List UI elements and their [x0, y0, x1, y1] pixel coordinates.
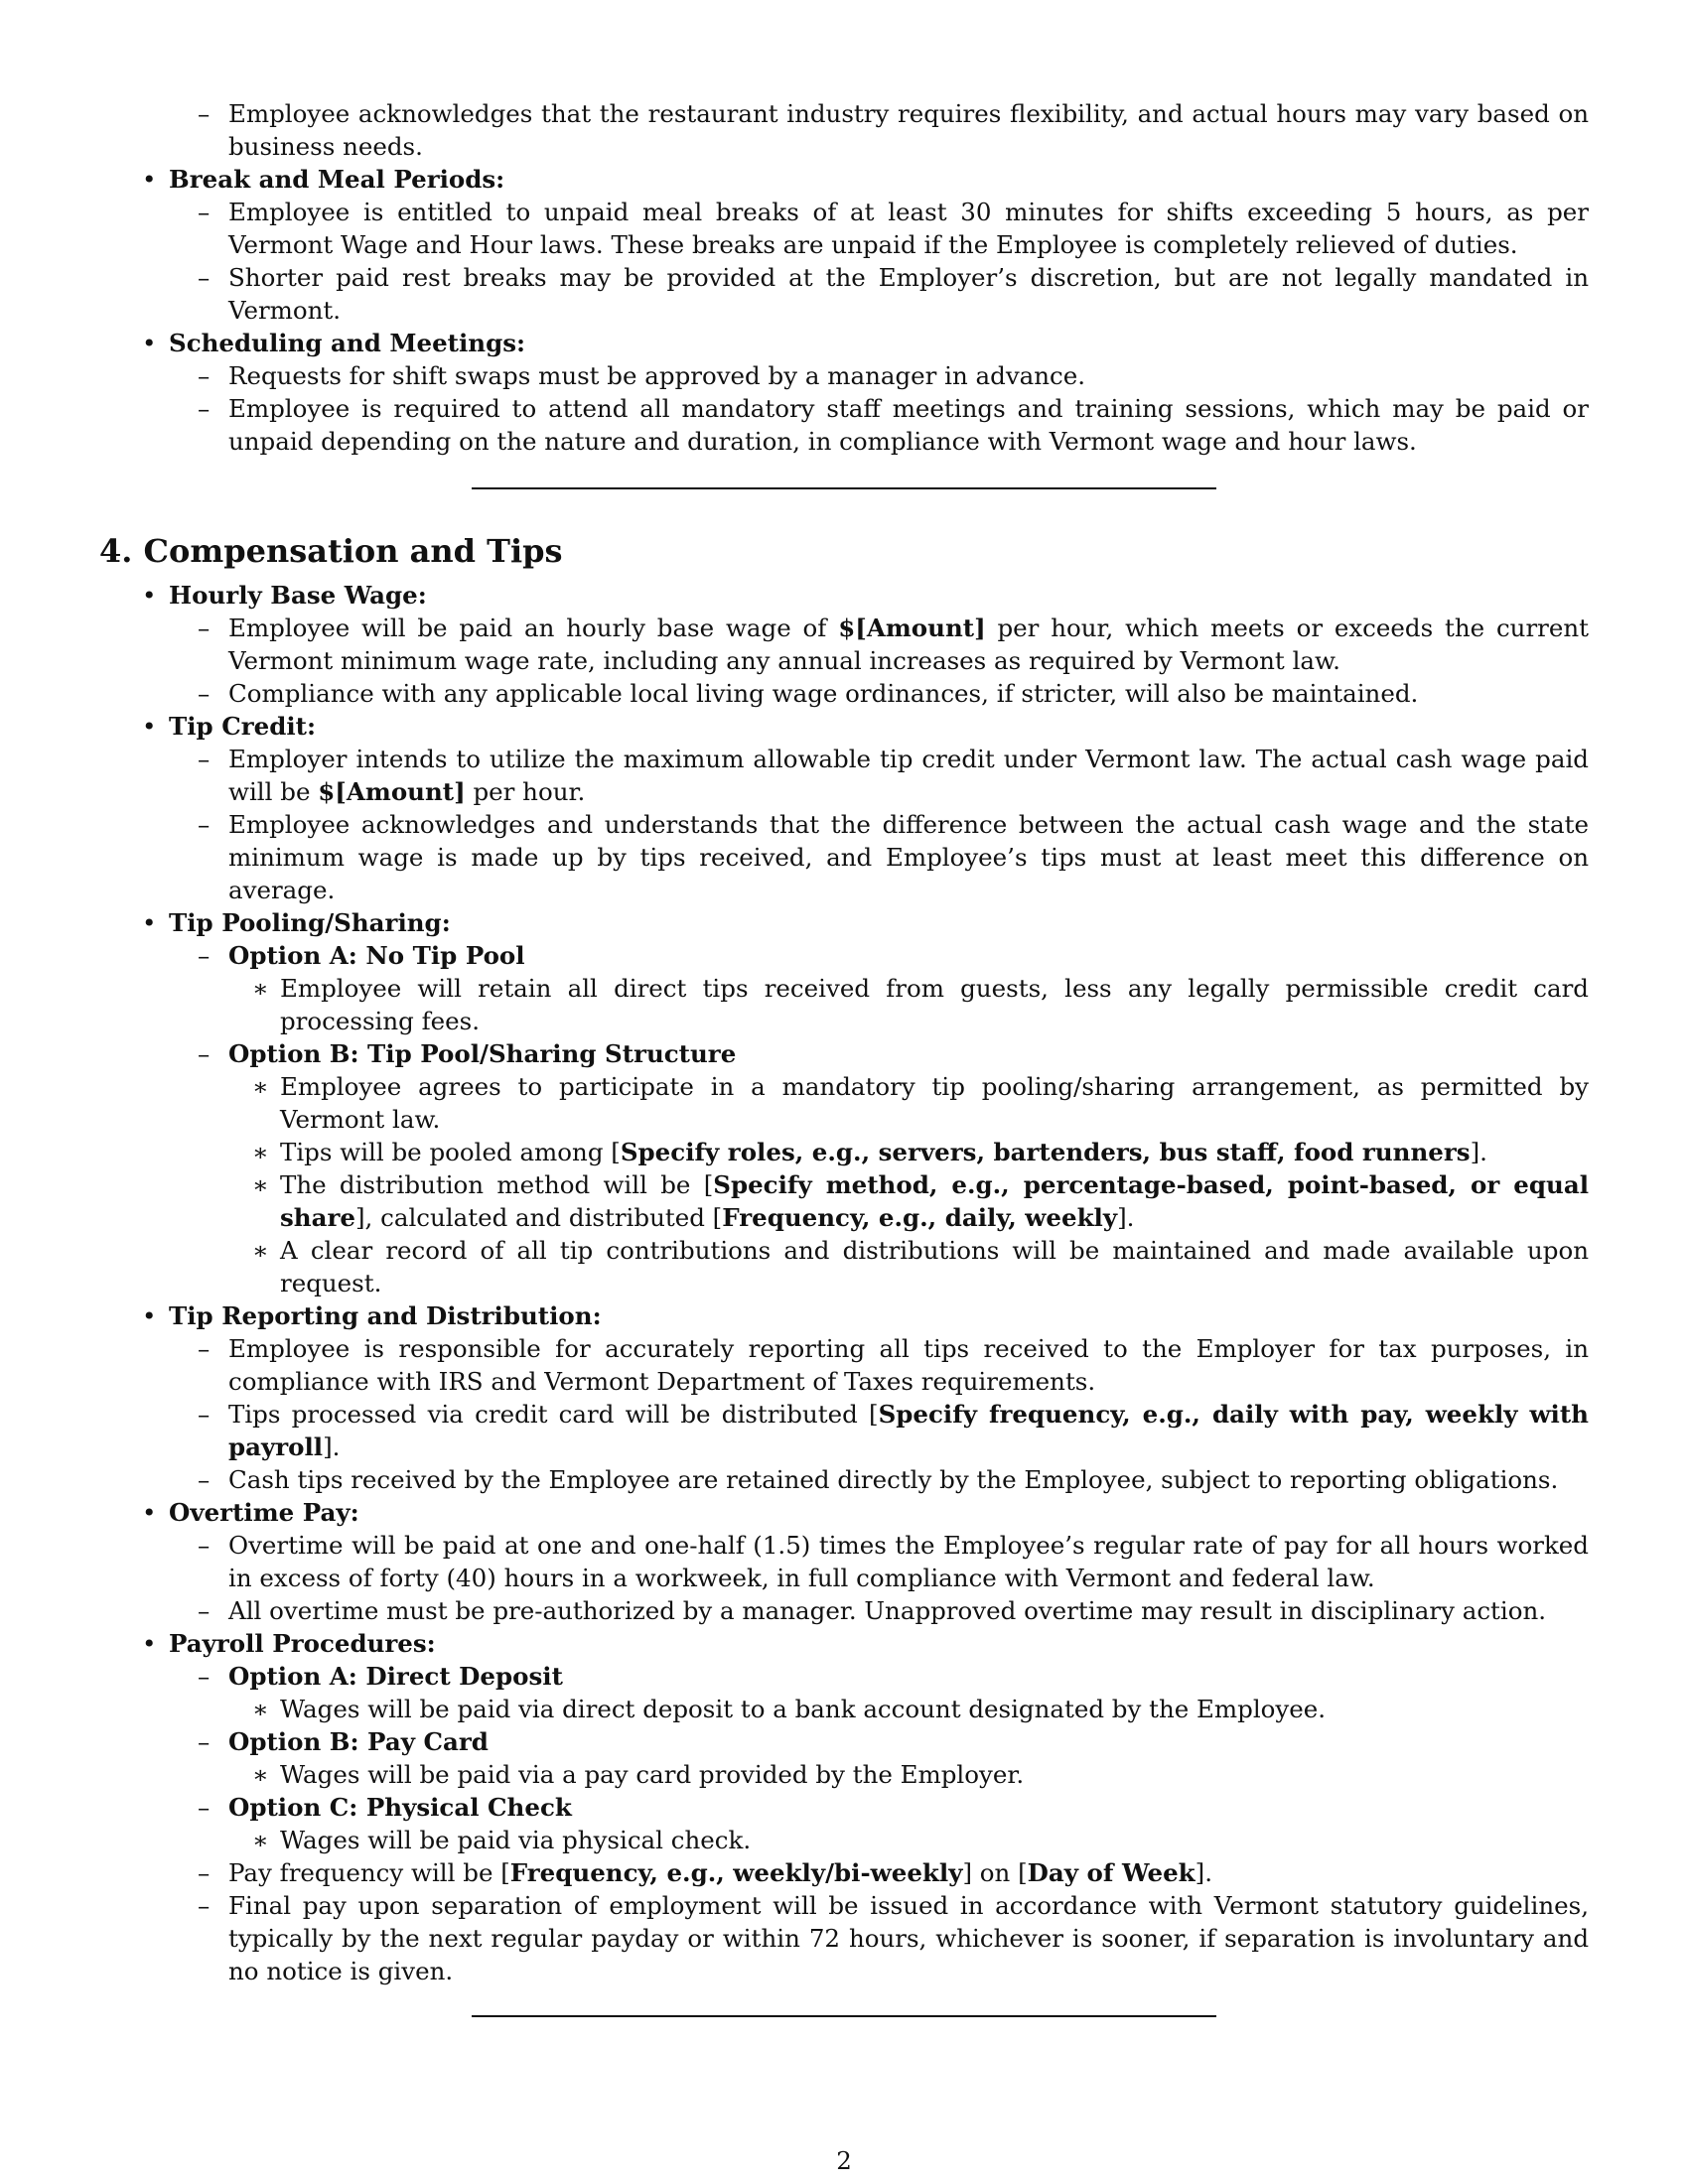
list-item: – Tips processed via credit card will be distributed [Specify frequency, e.g., daily with pay, weekly with payroll].: [198, 1400, 1589, 1461]
sub-list-item: ∗ Wages will be paid via direct deposit to a bank account designated by the Employee.: [252, 1695, 1327, 1723]
sub-list-item: ∗ A clear record of all tip contributions and distributions will be maintained and made available upon request.: [252, 1236, 1589, 1297]
section-item-tip-pooling: • Tip Pooling/Sharing:: [142, 908, 451, 937]
section-divider: [472, 487, 1216, 489]
list-item: – Shorter paid rest breaks may be provided at the Employer’s discretion, but are not legally mandated in Vermont.: [198, 263, 1589, 325]
list-item: – Pay frequency will be [Frequency, e.g., weekly/bi-weekly] on [Day of Week].: [198, 1858, 1212, 1887]
placeholder-frequency: Frequency, e.g., daily, weekly: [722, 1203, 1118, 1232]
item-title: Tip Pooling/Sharing:: [169, 908, 451, 937]
item-title: Tip Reporting and Distribution:: [169, 1301, 602, 1330]
sub-list-item: ∗ Employee agrees to participate in a mandatory tip pooling/sharing arrangement, as permitted by Vermont law.: [252, 1072, 1589, 1134]
list-item: – Requests for shift swaps must be approved by a manager in advance.: [198, 361, 1086, 390]
list-item: – Employee is responsible for accurately reporting all tips received to the Employer for tax purposes, in compliance with IRS and Vermont Department of Taxes requirements.: [198, 1334, 1589, 1396]
sub-list-item: ∗ Tips will be pooled among [Specify roles, e.g., servers, bartenders, bus staff, food runners].: [252, 1138, 1487, 1166]
list-item: – Employee is required to attend all mandatory staff meetings and training sessions, which may be paid or unpaid depending on the nature and duration, in compliance with Vermont wage and hour laws.: [198, 394, 1589, 456]
item-title: Payroll Procedures:: [169, 1629, 436, 1658]
option-title: – Option A: No Tip Pool: [198, 941, 525, 970]
sub-list-item: ∗ Employee will retain all direct tips received from guests, less any legally permissible credit card processing fees.: [252, 974, 1589, 1035]
section-item-base-wage: • Hourly Base Wage:: [142, 581, 427, 610]
placeholder-amount: $[Amount]: [838, 614, 986, 642]
document-page: [99, 97, 1589, 2017]
section-item-tip-credit: • Tip Credit:: [142, 712, 316, 741]
placeholder-method: Specify method, e.g., percentage-based, point-based, or equal share: [280, 1170, 1589, 1232]
item-title: Overtime Pay:: [169, 1498, 359, 1527]
sub-list-item: ∗ Wages will be paid via physical check.: [252, 1826, 752, 1854]
item-title: Tip Credit:: [169, 712, 316, 741]
item-title: Break and Meal Periods:: [169, 165, 505, 194]
list-item: – Compliance with any applicable local living wage ordinances, if stricter, will also be maintained.: [198, 679, 1419, 708]
option-title: – Option C: Physical Check: [198, 1793, 572, 1822]
list-item: – Employer intends to utilize the maximum allowable tip credit under Vermont law. The actual cash wage paid will be $[Amount] per hour.: [198, 745, 1589, 806]
page-number: 2: [836, 2146, 852, 2175]
option-title: – Option B: Tip Pool/Sharing Structure: [198, 1039, 737, 1068]
sub-list-item: ∗ The distribution method will be [Specify method, e.g., percentage-based, point-based, or equal share], calculated and distributed [Frequency, e.g., daily, weekly].: [252, 1170, 1589, 1232]
list-item: – Employee acknowledges that the restaurant industry requires flexibility, and actual hours may vary based on business needs.: [198, 99, 1589, 161]
section-item-scheduling: • Scheduling and Meetings:: [142, 329, 526, 357]
list-item: – Employee will be paid an hourly base wage of $[Amount] per hour, which meets or exceeds the current Vermont minimum wage rate, including any annual increases as required by Vermont law.: [198, 614, 1589, 675]
list-item: – Employee acknowledges and understands that the difference between the actual cash wage and the state minimum wage is made up by tips received, and Employee’s tips must at least meet this difference on average.: [198, 810, 1589, 904]
sub-list-item: ∗ Wages will be paid via a pay card provided by the Employer.: [252, 1760, 1025, 1789]
section-divider: [472, 2015, 1216, 2017]
section-item-overtime: • Overtime Pay:: [142, 1498, 359, 1527]
placeholder-frequency: Specify frequency, e.g., daily with pay, weekly with payroll: [228, 1400, 1589, 1461]
option-title: – Option B: Pay Card: [198, 1727, 489, 1756]
item-title: Hourly Base Wage:: [169, 581, 427, 610]
item-title: Scheduling and Meetings:: [169, 329, 526, 357]
section-item-tip-reporting: • Tip Reporting and Distribution:: [142, 1301, 602, 1330]
placeholder-day: Day of Week: [1027, 1858, 1196, 1887]
list-item: – Employee is entitled to unpaid meal breaks of at least 30 minutes for shifts exceeding 5 hours, as per Vermont Wage and Hour laws. These breaks are unpaid if the Employee is completely relieved of duties.: [198, 198, 1589, 259]
placeholder-roles: Specify roles, e.g., servers, bartenders, bus staff, food runners: [620, 1138, 1471, 1166]
option-title: – Option A: Direct Deposit: [198, 1662, 563, 1691]
placeholder-amount: $[Amount]: [318, 777, 466, 806]
section-item-payroll: • Payroll Procedures:: [142, 1629, 436, 1658]
placeholder-frequency: Frequency, e.g., weekly/bi-weekly: [509, 1858, 963, 1887]
section-heading: 4. Compensation and Tips: [99, 532, 563, 570]
list-item: – Final pay upon separation of employment will be issued in accordance with Vermont statutory guidelines, typically by the next regular payday or within 72 hours, whichever is sooner, if separation is involuntary and no notice is given.: [198, 1891, 1589, 1985]
list-item: – Cash tips received by the Employee are retained directly by the Employee, subject to reporting obligations.: [198, 1465, 1559, 1494]
section-item-breaks: • Break and Meal Periods:: [142, 165, 505, 194]
list-item: – All overtime must be pre-authorized by a manager. Unapproved overtime may result in disciplinary action.: [198, 1596, 1547, 1625]
list-item: – Overtime will be paid at one and one-half (1.5) times the Employee’s regular rate of pay for all hours worked in excess of forty (40) hours in a workweek, in full compliance with Vermont and federal law.: [198, 1531, 1589, 1592]
